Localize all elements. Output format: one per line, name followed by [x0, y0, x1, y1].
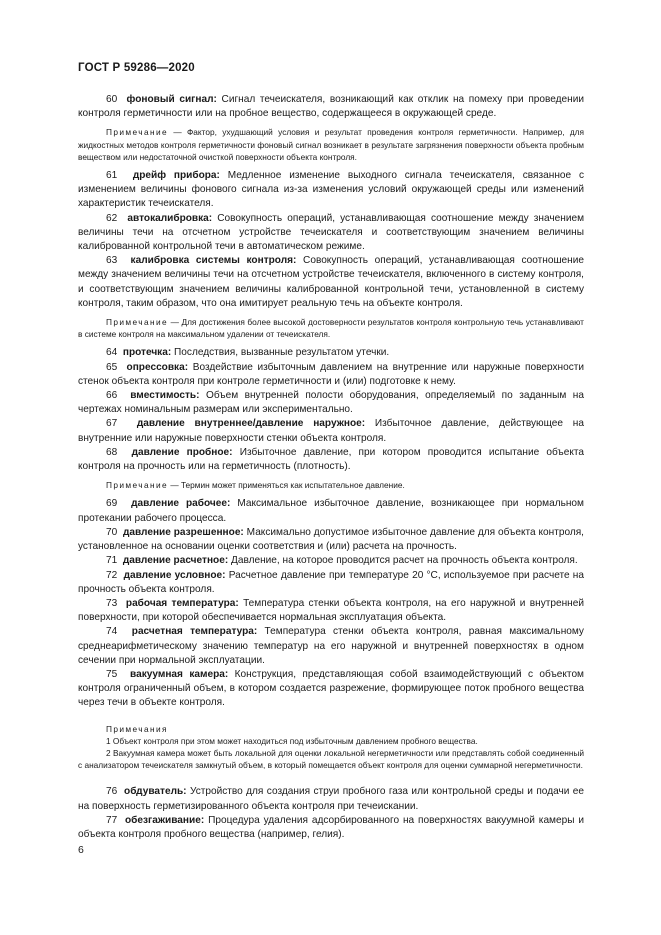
- term-name: дрейф прибора:: [132, 170, 220, 182]
- term-name: вместимость:: [130, 390, 200, 402]
- term-name: давление рабочее:: [131, 498, 231, 510]
- note-item: 1 Объект контроля при этом может находиться под избыточным давлением пробного вещества.: [106, 735, 478, 746]
- term-notes: [78, 723, 584, 772]
- term-name: протечка:: [122, 347, 172, 359]
- term-group-e: [78, 785, 584, 842]
- term-name: давление расчетное:: [122, 555, 229, 567]
- term-name: опрессовка:: [126, 361, 189, 373]
- term-entry: 76 обдуватель: Устройство для создания струи пробного газа или контрольной среды и подачи ее на поверхность герметизированного объекта контроля при течеискании.: [78, 786, 584, 812]
- term-entry: 75 вакуумная камера: Конструкция, представляющая собой взаимодействующий с объектом контроля ограниченный объем, в котором создается разрежение, формирующее поток пробного вещества через течи в объекте контроля.: [78, 668, 584, 709]
- term-name: давление разрешенное:: [122, 526, 244, 538]
- term-name: давление внутреннее/давление наружное:: [136, 418, 366, 430]
- term-name: фоновый сигнал:: [126, 94, 217, 105]
- term-name: давление пробное:: [131, 446, 233, 458]
- term-name: рабочая температура:: [125, 597, 239, 609]
- note-item: 2 Вакуумная камера может быть локальной для оценки локальной негерметичности или представлять собой соединенный с анализатором течеискателя замкнутый объем, в который помещается объект контроля для оценки суммарной негерметичности.: [78, 747, 584, 771]
- term-entry: 61 дрейф прибора: Медленное изменение выходного сигнала течеискателя, связанное с изменением величины фонового сигнала из-за изменения условий окружающей среды или изменений характеристик течеискателя.: [78, 170, 584, 210]
- term-note: Примечание — Фактор, ухудшающий условия и результат проведения контроля герметичности. Например, для жидкостных методов контроля герметичности фоновый сигнал возникает в результате загрязнения поверхности объекта пробным веществом или недостаточной очисткой поверхности объекта контроля.: [78, 127, 585, 162]
- page-number: 6: [78, 844, 84, 856]
- notes-heading: Примечания: [106, 723, 168, 734]
- term-name: расчетная температура:: [131, 626, 258, 638]
- term-name: автокалибровка:: [127, 212, 213, 224]
- term-group-c: [78, 346, 584, 474]
- page-content: [78, 93, 584, 842]
- term-name: калибровка системы контроля:: [130, 255, 297, 267]
- term-note: Примечание — Термин может применяться как испытательное давление.: [106, 480, 405, 491]
- term-entry: 73 рабочая температура: Температура стенки объекта контроля, на его наружной и внутренней поверхности, при которой обеспечивается нормальная эксплуатация объекта.: [78, 597, 584, 624]
- term-entry: 62 автокалибровка: Совокупность операций, устанавливающая соотношение между значением величины течи на отсчетном устройстве течеискателя и соответствующим значением величины калиброванной контрольной течи в автоматическом режиме.: [78, 212, 585, 253]
- term-entry: 71 давление расчетное: Давление, на которое проводится расчет на прочность объекта контроля.: [106, 555, 578, 567]
- term-entry: 77 обезгаживание: Процедура удаления адсорбированного на поверхностях вакуумной камеры и объекта контроля пробного вещества (например, гелия).: [78, 814, 585, 840]
- term-name: обезгаживание:: [125, 814, 205, 826]
- term-entry: 74 расчетная температура: Температура стенки объекта контроля, равная максимальному среднеарифметическому значению температур на его наружной и внутренней поверхностях в одном сечении при нормальной эксплуатации.: [78, 626, 584, 666]
- term-group-b: [78, 169, 584, 311]
- term-note: Примечание — Для достижения более высокой достоверности результатов контроля контрольную течь устанавливают в системе контроля на максимальном удалении от течеискателя.: [78, 317, 584, 340]
- term-group-a: [78, 93, 584, 121]
- term-group-d: [78, 497, 584, 710]
- term-entry: 70 давление разрешенное: Максимально допустимое избыточное давление для объекта контроля, установленное на основании оценки соответствия и (или) расчета на прочность.: [78, 526, 584, 553]
- term-entry: 69 давление рабочее: Максимальное избыточное давление, возникающее при нормальном протекании рабочего процесса.: [78, 498, 584, 524]
- term-entry: 67 давление внутреннее/давление наружное: Избыточное давление, действующее на внутренние или наружные поверхности стенки объекта контроля.: [78, 418, 584, 444]
- term-name: вакуумная камера:: [130, 668, 229, 680]
- term-name: давление условное:: [123, 569, 226, 581]
- term-name: обдуватель:: [124, 786, 187, 798]
- term-entry: 68 давление пробное: Избыточное давление, при котором проводится испытание объекта контроля на прочность или на герметичность (плотность).: [78, 446, 585, 473]
- term-entry: 60 фоновый сигнал: Сигнал течеискателя, возникающий как отклик на помеху при проведении контроля герметичности или на пробное вещество, содержащееся в окружающей среде.: [78, 94, 585, 120]
- term-entry: 66 вместимость: Объем внутренней полости оборудования, определяемый по заданным на чертежах номинальным размерам или экспериментально.: [78, 390, 584, 416]
- term-entry: 63 калибровка системы контроля: Совокупность операций, устанавливающая соотношение между значением величины течи на отсчетном устройстве течеискателя, включенного в систему контроля, и соответствующим значением величины калиброванной контрольной течи, установленной в систему контроля, таким образом, что она имитирует реальную течь на объекте контроля.: [78, 255, 584, 309]
- document-header: ГОСТ Р 59286—2020: [78, 62, 195, 74]
- term-entry: 65 опрессовка: Воздействие избыточным давлением на внутренние или наружные поверхности стенок объекта контроля при контроле герметичности и (или) подготовке к нему.: [78, 361, 584, 387]
- term-entry: 72 давление условное: Расчетное давление при температуре 20 °С, используемое при расчете на прочность объекта контроля.: [78, 569, 584, 595]
- term-entry: 64 протечка: Последствия, вызванные результатом утечки.: [106, 347, 390, 359]
